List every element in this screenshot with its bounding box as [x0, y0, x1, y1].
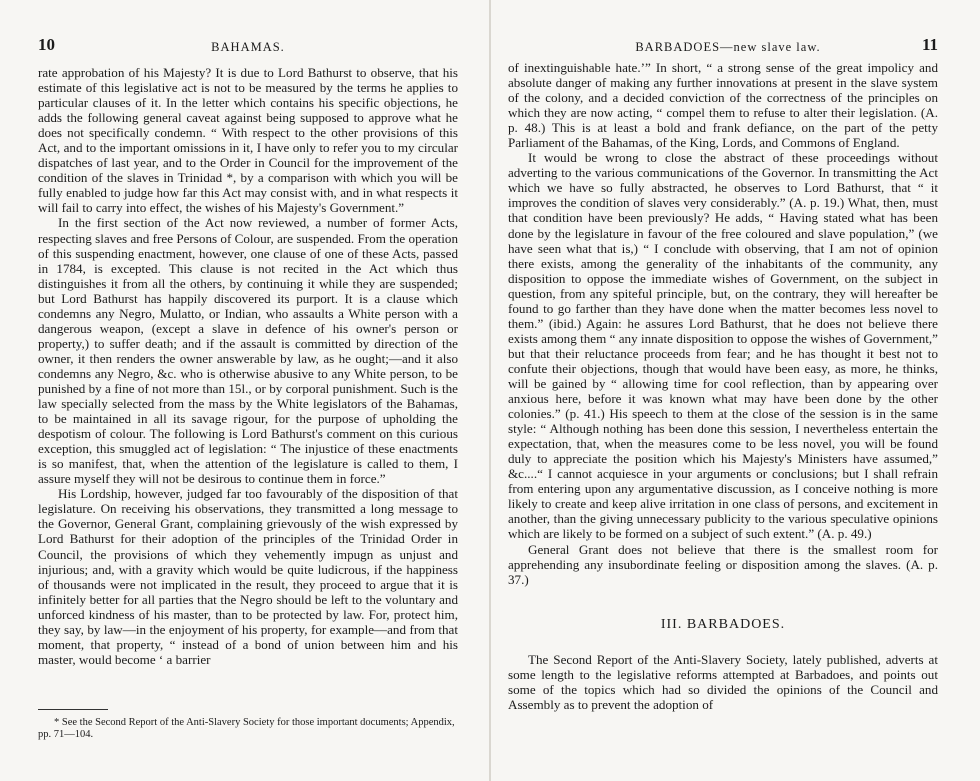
right-page	[490, 0, 980, 781]
left-paragraph-2: In the first section of the Act now reviewed, a number of former Acts, respecting slaves and free Persons of Colour, are suspended. From the operation of this suspending enactment, however, one clause of one of these Acts, passed in 1784, is excepted. This clause is not recited in the Act which thus distinguishes it from all the others, by continuing it while they are suspended; but Lord Bathurst has happily discovered its purport. It is a clause which condemns any Negro, Mulatto, or Indian, who assaults a White person with a dangerous weapon, (except a slave in defence of his owner's person or property,) to suffer death; and if the assault is committed by direction of the owner, it then renders the owner answerable by law, as he ought;—and it also condemns any Negro, &c. who is otherwise abusive to any White person, to be punished by a fine of not more than 15l., or by corporal punishment. Such is the law specially selected from the mass by the White legislators of the Bahamas, to be maintained in all its savage rigour, for the purpose of upholding the despotism of colour. The following is Lord Bathurst's comment on this curious exception, this smuggled act of legislation: “ The injustice of these enactments is so manifest, that, when the attention of the legislature is called to them, I assure myself they will not be desirous to continue them in force.”	[38, 215, 458, 487]
right-running-head	[518, 35, 938, 58]
footnote	[38, 717, 458, 741]
section-heading-barbadoes: III. BARBADOES.	[660, 616, 786, 632]
left-running-head	[38, 35, 458, 58]
left-page-number: 10	[38, 35, 55, 54]
left-running-title: BAHAMAS.	[211, 40, 285, 54]
footnote-rule	[38, 709, 108, 710]
right-body-text	[508, 60, 938, 712]
footnote-text: * See the Second Report of the Anti-Slavery Society for those important documents; Appendix, pp. 71—104.	[38, 717, 455, 740]
left-paragraph-3: His Lordship, however, judged far too favourably of the disposition of that legislature. On receiving his observations, they transmitted a long message to the Governor, General Grant, complaining grievously of the wish expressed by Lord Bathurst for their adoption of the principles of the Trinidad Order in Council, the provisions of which they vehemently impugn as unjust and injurious; and, with a gravity which would be quite ludicrous, if the happiness of thousands were not implicated in the result, they proceed to argue that it is infinitely better for all parties that the Negro should be left to the voluntary and unforced kindness of his master, than to be protected by law. For, protect him, they say, by law—in the enjoyment of his property, for example—and from that moment, that property, “ instead of a bond of union between him and his master, would become ‘ a barrier	[38, 486, 458, 667]
right-paragraph-1: of inextinguishable hate.’” In short, “ a strong sense of the great impolicy and absolute danger of making any further innovations at present in the slave system of the colony, and a decided conviction of the correctness of the principles on which they are now acting, “ compel them to refuse to alter their legislation. (A. p. 48.) This is at least a bold and frank defiance, on the part of the petty Parliament of the Bahamas, of the King, Lords, and Commons of England.	[508, 60, 938, 151]
right-paragraph-3: General Grant does not believe that there is the smallest room for apprehending any insubordinate feeling or disposition among the slaves. (A. p. 37.)	[508, 541, 938, 587]
right-running-title: BARBADOES—new slave law.	[635, 40, 821, 54]
right-paragraph-4: The Second Report of the Anti-Slavery Society, lately published, adverts at some length to the legislative reforms attempted at Barbadoes, and points out some of the topics which had so divided the opinions of the Council and Assembly as to prevent the adoption of	[508, 651, 938, 712]
right-paragraph-2: It would be wrong to close the abstract of these proceedings without adverting to the various communications of the Governor. In transmitting the Act which we have so fully abstracted, he observes to Lord Bathurst, that “ it improves the condition of slaves very considerably.” (A. p. 19.) What, then, must that condition have been previously? He adds, “ Having stated what has been done by the legislature in favour of the free coloured and slave population,” (we have seen what that is,) “ I conclude with observing, that I am not of opinion there exists, among the generality of the inhabitants of the community, any disposition to oppose the immediate wishes of Government, on the subject in question, from any spiteful principle, but, on the contrary, they will hereafter be found to go farther than they have done when the matter becomes less novel to them.” (ibid.) Again: he assures Lord Bathurst, that he does not believe there exists among them “ any innate disposition to oppose the wishes of Government,” but that their reluctance proceeds from fear; and he has thought it best not to confute their objections, though that would have been easy, as more, he thinks, will be gained by “ allowing time for cool reflection, than by appearing over anxious here, before it was known what may have been done by the other colonies.” (p. 41.) His speech to them at the close of the session is in the same style: “ Although nothing has been done this session, I nevertheless entertain the expectation, that, when the measures come to be less novel, you will be found duly to appreciate the position which his Majesty's Ministers have assumed,” &c....“ I cannot acquiesce in your arguments or conclusions; but I shall refrain from entering upon any argumentative discussion, as I conceive nothing is more likely to create and keep alive irritation in one class of persons, and excitement in another, than the giving unnecessary publicity to the various speculative opinions which are likely to be formed on a subject of such extent.” (A. p. 49.)	[508, 150, 938, 542]
right-page-number: 11	[921, 35, 938, 54]
left-body-text	[38, 65, 458, 667]
left-paragraph-1: rate approbation of his Majesty? It is due to Lord Bathurst to observe, that his estimate of this legislative act is not to be measured by the terms he applies to particular clauses of it. In the letter which contains his specific objections, he adds the following general caveat against being supposed to approve what he does not specifically condemn. “ With respect to the other provisions of this Act, and to the important omissions in it, I have only to refer you to my circular dispatches of last year, and to the Order in Council for the improvement of the condition of the slaves in Trinidad *, by a comparison with which you will be fully enabled to judge how far this Act may consist with, and in what respects it will fail to carry into effect, the wishes of his Majesty's Government.”	[38, 65, 458, 216]
